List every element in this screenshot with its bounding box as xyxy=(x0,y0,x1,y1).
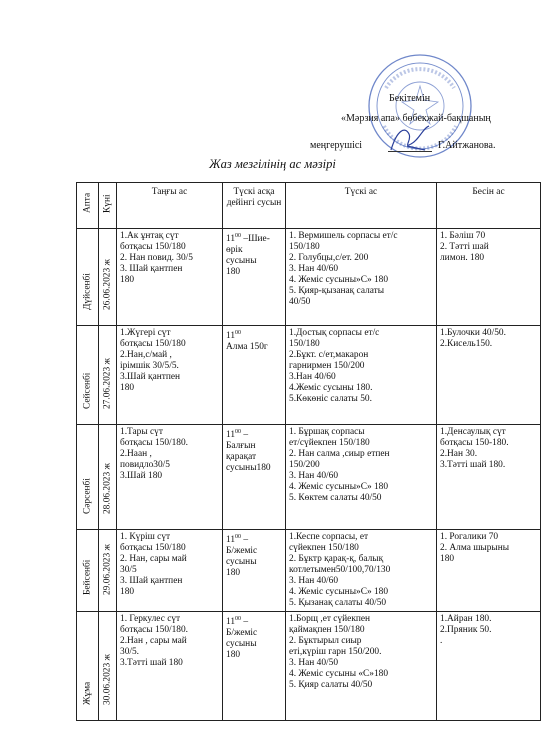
snack-time-sup: 00 xyxy=(235,429,242,435)
snack-cell xyxy=(223,530,286,612)
table-row xyxy=(77,612,541,721)
breakfast-cell: 1. Күріш сүт ботқасы 150/180 2. Нан, сары май 30/5 3. Шай қантпен 180 xyxy=(117,530,223,612)
lunch-cell: 1.Борщ ,ет сүйекпен қаймақпен 150/180 2. Бұктырыл сиыр еті,күріш гарн 150/200. 3. Нан 40/50 4. Жеміс сусыны «С»180 5. Қияр салаты 40/50 xyxy=(286,612,437,721)
lunch-cell: 1.Достық сорпасы ет/с 150/180 2.Бұкт. с/ет,макарон гарнирмен 150/200 3.Нан 40/60 4.Жеміс сусыны 180. 5.Көкөніс салаты 50. xyxy=(286,326,437,425)
lunch-cell: 1. Бұршақ сорпасы ет/сүйекпен 150/180 2. Нан салма ,сиыр етпен 150/200 3. Нан 40/60 4. Жеміс сусыны»С» 180 5. Көктем салаты 40/50 xyxy=(286,425,437,530)
snack-text: –Шие- өрік сусыны 180 xyxy=(226,234,270,278)
header-day: Күні xyxy=(99,183,117,229)
signature-line xyxy=(388,151,432,152)
snack-text: – Б/жеміс сусыны 180 xyxy=(226,535,258,579)
dinner-cell: 1.Денсаулық сүт ботқасы 150-180. 2.Нан 30. 3.Тәтті шай 180. xyxy=(437,425,541,530)
header-lunch: Түскі ас xyxy=(286,183,437,229)
dinner-cell: 1.Булочки 40/50. 2.Кисель150. xyxy=(437,326,541,425)
weekday-cell: Дүйсенбі xyxy=(77,229,99,326)
weekday-cell: Сәрсенбі xyxy=(77,425,99,530)
date-cell: 29.06.2023 ж xyxy=(99,530,117,612)
snack-time-sup: 00 xyxy=(235,534,242,540)
approval-name: Г.Айтжанова. xyxy=(438,140,496,151)
menu-table xyxy=(76,182,541,721)
snack-time-sup: 00 xyxy=(235,330,242,336)
lunch-cell: 1.Кеспе сорпасы, ет сүйекпен 150/180 2. Бұктр қарақ-қ, балық котлетымен50/100,70/130 3. Нан 40/60 4. Жеміс сусыны»С» 180 5. Қызанақ салаты 40/50 xyxy=(286,530,437,612)
snack-time-sup: 00 xyxy=(235,616,242,622)
weekday-cell: Сейсенбі xyxy=(77,326,99,425)
lunch-cell: 1. Вермишель сорпасы ет/с 150/180 2. Голубцы,с/ет. 200 3. Нан 40/60 4. Жеміс сусыны»С» 180 5. Қияр-қызанақ салаты 40/50 xyxy=(286,229,437,326)
breakfast-cell: 1.Ак ұнтақ сүт ботқасы 150/180 2. Нан повид. 30/5 3. Шай қантпен 180 xyxy=(117,229,223,326)
header-week: Апта xyxy=(77,183,99,229)
snack-time: 11 xyxy=(226,331,236,342)
snack-text: – Балғын қарақат сусыны180 xyxy=(226,430,271,474)
snack-cell xyxy=(223,229,286,326)
breakfast-cell: 1.Жүгері сүт ботқасы 150/180 2.Нан,с/май , ірімшік 30/5/5. 3.Шай қантпен 180 xyxy=(117,326,223,425)
approval-position: меңгерушісі xyxy=(310,140,363,151)
header-snack: Түскі асқа дейінгі сусын xyxy=(223,183,286,229)
header-breakfast: Таңғы ас xyxy=(117,183,223,229)
weekday-cell: Бейсенбі xyxy=(77,530,99,612)
header-dinner: Бесін ас xyxy=(437,183,541,229)
approval-line-2: «Мәрзия апа» бөбекжай-бақшаның xyxy=(341,113,491,124)
signature xyxy=(385,120,437,158)
dinner-cell: 1. Рогалики 70 2. Алма шырыны 180 xyxy=(437,530,541,612)
snack-text: Алма 150г xyxy=(226,342,268,353)
table-row xyxy=(77,530,541,612)
date-cell: 30.06.2023 ж xyxy=(99,612,117,721)
weekday-cell: Жұма xyxy=(77,612,99,721)
snack-cell xyxy=(223,612,286,721)
snack-cell xyxy=(223,425,286,530)
snack-time: 11 xyxy=(226,430,236,441)
dinner-cell: 1. Бәліш 70 2. Тәтті шай лимон. 180 xyxy=(437,229,541,326)
table-row xyxy=(77,425,541,530)
table-row xyxy=(77,229,541,326)
header-row xyxy=(77,183,541,229)
snack-time: 11 xyxy=(226,535,236,546)
date-cell: 28.06.2023 ж xyxy=(99,425,117,530)
date-cell: 26.06.2023 ж xyxy=(99,229,117,326)
table-row xyxy=(77,326,541,425)
page-title: Жаз мезгілінің ас мәзірі xyxy=(209,157,336,171)
dinner-cell: 1.Айран 180. 2.Пряник 50. . xyxy=(437,612,541,721)
approval-line-1: Бекітемін xyxy=(389,93,431,104)
snack-text: – Б/жеміс сусыны 180 xyxy=(226,617,258,661)
date-cell: 27.06.2023 ж xyxy=(99,326,117,425)
breakfast-cell: 1. Геркулес сүт ботқасы 150/180. 2.Нан , сары май 30/5. 3.Тәтті шай 180 xyxy=(117,612,223,721)
breakfast-cell: 1.Тары сүт ботқасы 150/180. 2.Наан , повидло30/5 3.Шай 180 xyxy=(117,425,223,530)
snack-time-sup: 00 xyxy=(235,233,242,239)
snack-time: 11 xyxy=(226,234,236,245)
snack-cell xyxy=(223,326,286,425)
snack-time: 11 xyxy=(226,617,236,628)
